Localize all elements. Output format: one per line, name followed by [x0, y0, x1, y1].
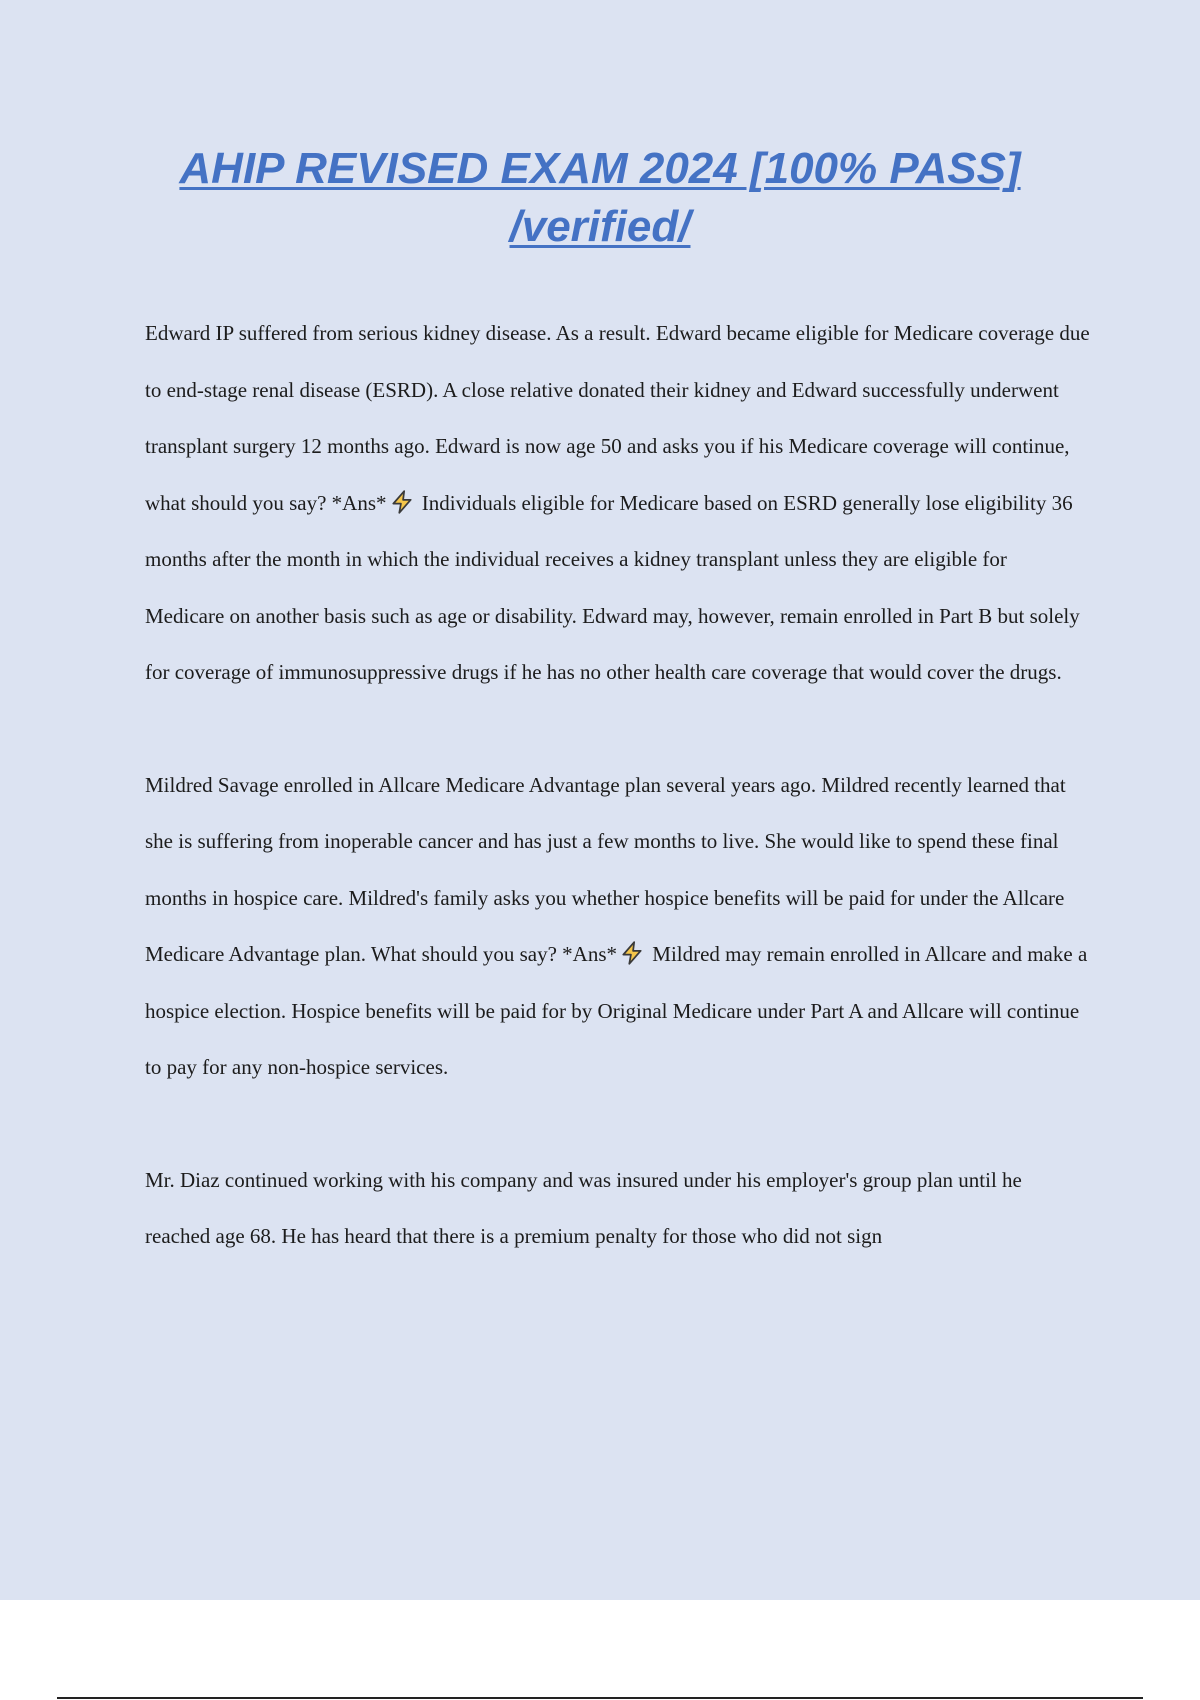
qa-item-3 — [145, 1152, 1090, 1265]
answer-marker: *Ans* — [331, 490, 387, 515]
qa-item-1 — [145, 305, 1090, 701]
document-title: AHIP REVISED EXAM 2024 [100% PASS] /verified/ — [179, 144, 1021, 251]
qa-item-2 — [145, 757, 1090, 1096]
qa-list — [145, 305, 1090, 1321]
lightning-bolt-icon — [389, 489, 415, 515]
footer-rule — [57, 1697, 1143, 1699]
answer-text: Individuals eligible for Medicare based on ESRD generally lose eligibility 36 months after the month in which the individual receives a kidney transplant unless they are eligible for Medicare on another basis such as age or disability. Edward may, however, remain enrolled in Part B but solely for coverage of immunosuppressive drugs if he has no other health care coverage that would cover the drugs. — [145, 490, 1080, 684]
answer-text: Mildred may remain enrolled in Allcare and make a hospice election. Hospice benefits will be paid for by Original Medicare under Part A and Allcare will continue to pay for any non-hospice services. — [145, 942, 1088, 1079]
lightning-bolt-icon — [619, 940, 645, 966]
question-text: Mr. Diaz continued working with his company and was insured under his employer's group plan until he reached age 68. He has heard that there is a premium penalty for those who did not sign — [145, 1167, 1022, 1248]
question-text: Mildred Savage enrolled in Allcare Medicare Advantage plan several years ago. Mildred recently learned that she is suffering from inoperable cancer and has just a few months to live. She would like to spend these final months in hospice care. Mildred's family asks you whether hospice benefits will be paid for under the Allcare Medicare Advantage plan. What should you say? — [145, 772, 1066, 966]
question-text: Edward IP suffered from serious kidney disease. As a result. Edward became eligible for Medicare coverage due to end-stage renal disease (ESRD). A close relative donated their kidney and Edward successfully underwent transplant surgery 12 months ago. Edward is now age 50 and asks you if his Medicare coverage will continue, what should you say? — [145, 321, 1090, 515]
answer-marker: *Ans* — [562, 942, 618, 966]
